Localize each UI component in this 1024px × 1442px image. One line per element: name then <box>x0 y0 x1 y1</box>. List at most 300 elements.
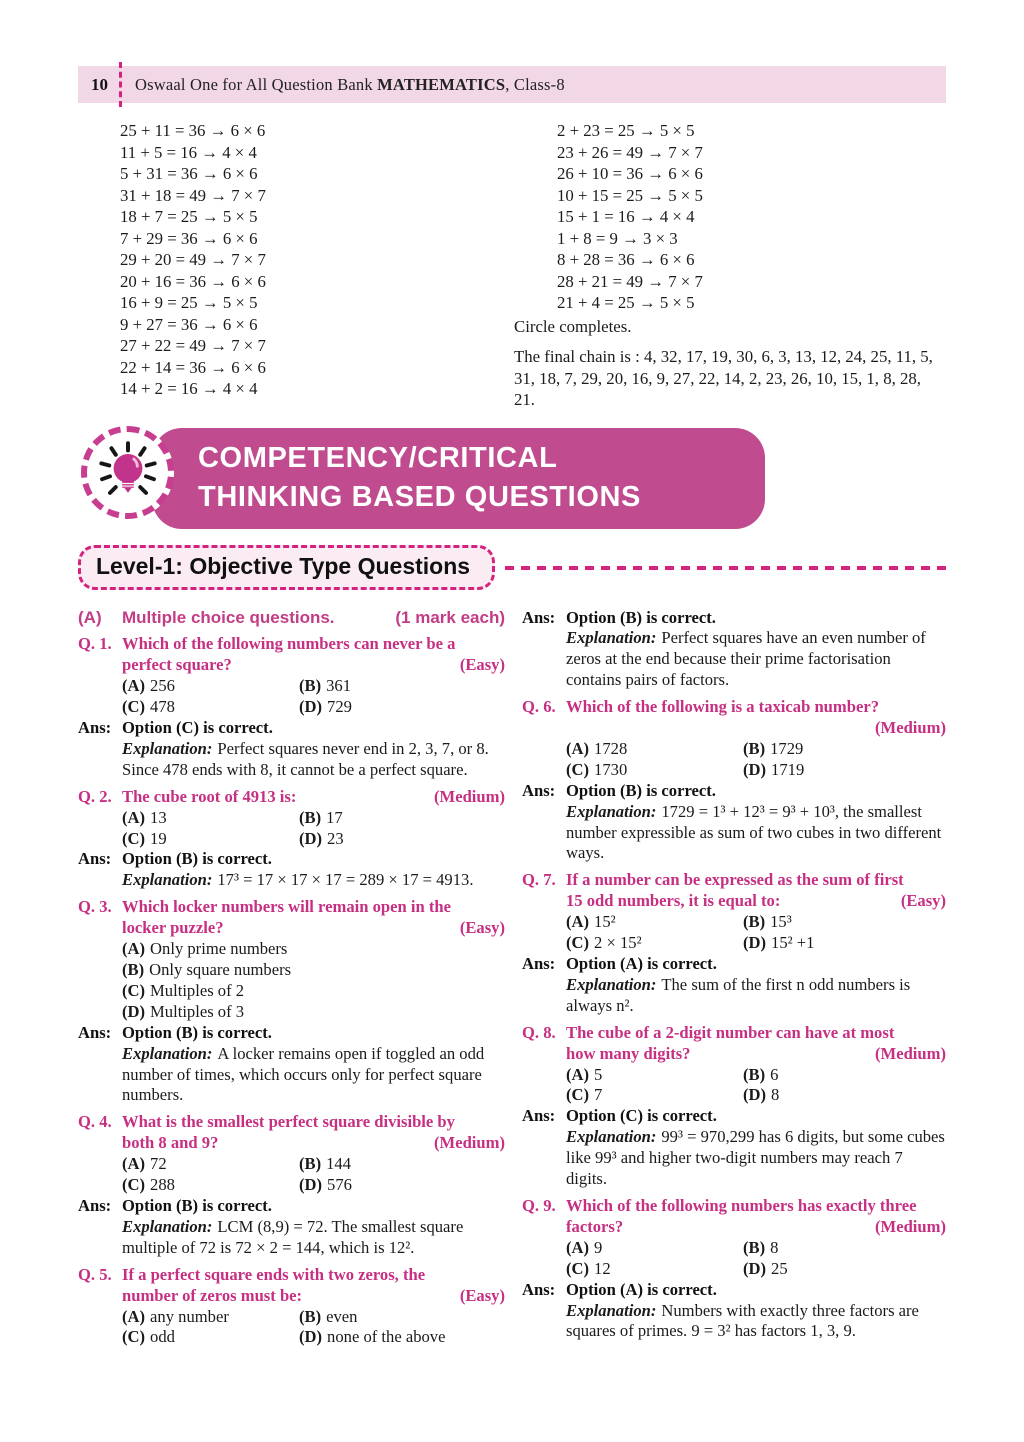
option-label: (C) <box>566 759 590 779</box>
option-item <box>122 697 299 718</box>
answer-text: Option (B) is correct. <box>566 780 716 800</box>
level-1-pill <box>78 545 495 590</box>
explanation <box>566 802 946 865</box>
option-label: (A) <box>122 939 146 959</box>
question-block <box>522 1023 946 1190</box>
equation-list-left <box>120 120 514 400</box>
banner-title-line2: THINKING BASED QUESTIONS <box>198 480 641 513</box>
option-item <box>299 1175 505 1196</box>
question-heading-row <box>78 787 505 808</box>
question-heading <box>566 1196 946 1238</box>
option-text: 5 <box>594 1064 603 1084</box>
equation-line: 28 + 21 = 49 → 7 × 7 <box>557 271 703 291</box>
question-block <box>78 1265 505 1349</box>
equation-line: 1 + 8 = 9 → 3 × 3 <box>557 228 678 248</box>
option-text: even <box>326 1306 358 1326</box>
question-number: Q. 6. <box>522 697 556 717</box>
question-heading-text: 15 odd numbers, it is equal to: <box>566 891 781 911</box>
answer-body <box>566 954 946 1017</box>
option-text: 9 <box>594 1237 603 1257</box>
explanation <box>122 870 505 891</box>
answer-row <box>522 1106 946 1190</box>
options-list <box>122 1154 505 1196</box>
option-text: 15² +1 <box>771 933 815 953</box>
equation-line: 26 + 10 = 36 → 6 × 6 <box>557 164 703 183</box>
question-heading-text: perfect square? <box>122 655 232 675</box>
options-list <box>122 939 505 1023</box>
question-block <box>522 870 946 1016</box>
question-heading-line <box>122 634 505 655</box>
question-heading <box>122 1265 505 1307</box>
question-heading-line <box>122 897 505 918</box>
explanation-label: Explanation: <box>122 1043 213 1063</box>
question-heading-line <box>122 918 505 939</box>
equation-line: 23 + 26 = 49 → 7 × 7 <box>557 142 703 162</box>
option-text: 361 <box>326 676 352 696</box>
option-item <box>299 829 505 850</box>
question-number: Q. 8. <box>522 1022 556 1042</box>
equation-line: 25 + 11 = 36 → 6 × 6 <box>120 121 266 140</box>
equation-line: 16 + 9 = 25 → 5 × 5 <box>120 293 258 312</box>
question-number: Q. 1. <box>78 634 112 654</box>
option-item <box>122 1175 299 1196</box>
difficulty-tag: (Medium) <box>875 1043 946 1063</box>
competency-banner <box>78 428 946 529</box>
answer-body <box>566 1106 946 1190</box>
option-item <box>122 1327 299 1348</box>
option-item <box>743 1065 946 1086</box>
book-title-suffix: , Class-8 <box>505 74 565 94</box>
answer-row <box>78 1023 505 1107</box>
question-heading-text: number of zeros must be: <box>122 1285 303 1305</box>
explanation-label: Explanation: <box>122 870 213 890</box>
question-heading-row <box>78 1112 505 1154</box>
option-item <box>299 1154 505 1175</box>
option-item <box>122 1154 299 1175</box>
answer-row <box>522 608 946 692</box>
section-heading <box>78 608 505 629</box>
question-block <box>522 608 946 692</box>
equation-line: 18 + 7 = 25 → 5 × 5 <box>120 207 258 226</box>
options-list <box>566 739 946 781</box>
question-heading-line <box>566 1217 946 1238</box>
answer-row <box>78 849 505 891</box>
answer-label: Ans: <box>522 1106 556 1126</box>
answer-text: Option (C) is correct. <box>122 718 273 738</box>
question-number: Q. 5. <box>78 1264 112 1284</box>
answer-text: Option (A) is correct. <box>566 1279 717 1299</box>
difficulty-tag: (Easy) <box>459 655 505 675</box>
level-title: : Objective Type Questions <box>175 553 471 579</box>
question-number: Q. 7. <box>522 870 556 890</box>
question-heading-text: What is the smallest perfect square divisible by <box>122 1112 455 1132</box>
option-label: (A) <box>122 1306 146 1326</box>
option-label: (B) <box>743 912 766 932</box>
option-text: 15² <box>594 912 616 932</box>
question-heading-line <box>566 1196 946 1217</box>
option-text: 25 <box>771 1258 788 1278</box>
option-label: (B) <box>299 1154 322 1174</box>
option-item <box>743 1238 946 1259</box>
question-block <box>522 1196 946 1342</box>
explanation-label: Explanation: <box>566 1127 657 1147</box>
answer-text: Option (B) is correct. <box>122 1195 272 1215</box>
option-label: (A) <box>122 1154 146 1174</box>
answer-label: Ans: <box>78 849 112 869</box>
solution-right-column <box>514 120 946 411</box>
option-label: (B) <box>299 807 322 827</box>
equation-line: 29 + 20 = 49 → 7 × 7 <box>120 250 266 269</box>
answer-row <box>78 718 505 781</box>
lightbulb-icon <box>81 426 174 519</box>
option-text: 729 <box>327 697 352 717</box>
option-label: (A) <box>122 676 146 696</box>
level-label: Level-1 <box>96 553 176 579</box>
option-item <box>566 1238 743 1259</box>
option-item <box>122 960 505 981</box>
question-heading <box>566 697 946 739</box>
option-text: 144 <box>326 1154 352 1174</box>
explanation <box>566 628 946 691</box>
answer-label: Ans: <box>522 780 556 800</box>
explanation-label: Explanation: <box>566 801 657 821</box>
question-heading-line <box>122 787 505 808</box>
question-heading-line <box>566 891 946 912</box>
option-item <box>122 829 299 850</box>
explanation-text: LCM (8,9) = 72. The smallest square multiple of 72 is 72 × 2 = 144, which is 12². <box>122 1216 464 1257</box>
question-heading-line <box>122 1286 505 1307</box>
option-text: 13 <box>150 807 167 827</box>
question-block <box>78 897 505 1106</box>
option-text: 478 <box>150 697 175 717</box>
equation-line: 20 + 16 = 36 → 6 × 6 <box>120 271 266 291</box>
explanation-label: Explanation: <box>566 974 657 994</box>
question-heading-text: factors? <box>566 1216 624 1236</box>
explanation-label: Explanation: <box>566 628 657 648</box>
question-heading-text: locker puzzle? <box>122 918 224 938</box>
option-text: 19 <box>150 828 167 848</box>
option-item <box>743 933 946 954</box>
difficulty-tag: (Easy) <box>900 891 946 911</box>
option-text: Multiples of 2 <box>150 980 245 1000</box>
option-label: (D) <box>743 1085 767 1105</box>
question-block <box>522 697 946 864</box>
question-heading <box>122 897 505 939</box>
answer-text: Option (C) is correct. <box>566 1106 717 1126</box>
questions-left-column <box>78 608 505 1355</box>
answer-text: Option (B) is correct. <box>122 849 272 869</box>
option-item <box>122 1002 505 1023</box>
option-label: (B) <box>743 1237 766 1257</box>
question-heading-text: Which of the following numbers has exactly three <box>566 1195 917 1215</box>
option-text: 12 <box>594 1258 611 1278</box>
options-list <box>122 808 505 850</box>
solution-left-column <box>78 120 514 411</box>
option-label: (D) <box>299 828 323 848</box>
question-block <box>78 634 505 780</box>
difficulty-tag: (Medium) <box>875 1216 946 1236</box>
option-item <box>566 1085 743 1106</box>
question-heading-row <box>522 870 946 912</box>
option-item <box>743 912 946 933</box>
option-label: (C) <box>122 828 146 848</box>
option-label: (C) <box>566 1085 590 1105</box>
option-label: (B) <box>743 738 766 758</box>
answer-text: Option (A) is correct. <box>566 954 717 973</box>
explanation-text: A locker remains open if toggled an odd number of times, which occurs only for perfect square numbers. <box>122 1043 485 1105</box>
question-heading <box>122 634 505 676</box>
question-heading-row <box>78 634 505 676</box>
level-header-row <box>78 545 946 591</box>
page-header <box>78 66 946 103</box>
answer-row <box>522 1280 946 1343</box>
question-heading-line <box>566 870 946 891</box>
question-heading-row <box>522 697 946 739</box>
question-heading-text: If a number can be expressed as the sum of first <box>566 870 904 890</box>
question-heading <box>122 787 505 808</box>
book-title-subject: MATHEMATICS <box>377 74 506 94</box>
option-item <box>566 739 743 760</box>
question-heading-line <box>122 1265 505 1286</box>
option-item <box>122 939 505 960</box>
option-text: 256 <box>150 676 175 696</box>
explanation-label: Explanation: <box>122 738 213 758</box>
question-heading-line <box>566 1023 946 1044</box>
option-text: 6 <box>770 1064 779 1084</box>
equation-line: 7 + 29 = 36 → 6 × 6 <box>120 228 258 248</box>
explanation-text: Numbers with exactly three factors are squares of primes. 9 = 3² has factors 1, 3, 9. <box>566 1300 919 1341</box>
equation-line: 22 + 14 = 36 → 6 × 6 <box>120 357 266 377</box>
question-heading-row <box>522 1023 946 1065</box>
option-label: (A) <box>566 1237 590 1257</box>
option-label: (A) <box>566 1064 590 1084</box>
equation-line: 15 + 1 = 16 → 4 × 4 <box>557 207 695 226</box>
option-text: any number <box>150 1306 229 1326</box>
equation-line: 2 + 23 = 25 → 5 × 5 <box>557 121 695 140</box>
option-text: 1730 <box>594 759 628 779</box>
question-heading-text: how many digits? <box>566 1043 691 1063</box>
option-label: (B) <box>299 1306 322 1326</box>
explanation <box>566 1127 946 1190</box>
answer-body <box>566 1280 946 1343</box>
question-heading <box>122 1112 505 1154</box>
equation-line: 11 + 5 = 16 → 4 × 4 <box>120 142 257 162</box>
explanation-label: Explanation: <box>122 1216 213 1236</box>
answer-label: Ans: <box>78 1195 112 1215</box>
option-text: odd <box>150 1327 175 1347</box>
question-heading <box>566 1023 946 1065</box>
answer-row <box>522 781 946 865</box>
question-heading-text: The cube of a 2-digit number can have at most <box>566 1022 895 1042</box>
answer-body <box>566 781 946 865</box>
explanation <box>122 739 505 781</box>
explanation-text: 1729 = 1³ + 12³ = 9³ + 10³, the smallest number expressible as sum of two cubes in two different ways. <box>566 801 942 863</box>
equation-line: 9 + 27 = 36 → 6 × 6 <box>120 314 258 334</box>
final-chain-paragraph: The final chain is : 4, 32, 17, 19, 30, 6, 3, 13, 12, 24, 25, 11, 5, 31, 18, 7, 29, 20, 16, 9, 27, 22, 14, 2, 23, 26, 10, 15, 1, 8, 28, 21. <box>514 347 933 409</box>
explanation-text: Perfect squares have an even number of zeros at the end because their prime factorisation contains pairs of factors. <box>566 628 926 690</box>
section-title: Multiple choice questions. <box>122 607 335 627</box>
page <box>78 66 946 1354</box>
question-block <box>78 1112 505 1258</box>
question-heading-line <box>566 718 946 739</box>
difficulty-tag: (Easy) <box>459 1285 505 1305</box>
option-item <box>299 808 505 829</box>
equation-line: 21 + 4 = 25 → 5 × 5 <box>557 293 695 312</box>
question-number: Q. 4. <box>78 1112 112 1132</box>
section-marks: (1 mark each) <box>395 607 505 627</box>
banner-title <box>198 439 641 517</box>
option-item <box>122 676 299 697</box>
question-heading-line <box>566 697 946 718</box>
explanation <box>122 1217 505 1259</box>
option-label: (D) <box>299 1175 323 1195</box>
option-label: (D) <box>743 933 767 953</box>
answer-body <box>122 1023 505 1107</box>
difficulty-tag: (Easy) <box>459 918 505 938</box>
question-heading-row <box>78 897 505 939</box>
option-text: 1719 <box>771 759 805 779</box>
question-number: Q. 3. <box>78 897 112 917</box>
questions-area <box>78 608 946 1355</box>
option-item <box>743 1259 946 1280</box>
question-block <box>78 787 505 892</box>
section-label: (A) <box>78 607 102 627</box>
question-list-left <box>78 634 505 1348</box>
answer-row <box>522 954 946 1017</box>
question-heading-text: Which of the following numbers can never be a <box>122 634 456 654</box>
option-text: 1729 <box>770 738 804 758</box>
option-item <box>299 1327 505 1348</box>
explanation-text: 99³ = 970,299 has 6 digits, but some cubes like 99³ and higher two-digit numbers may reach 7 digits. <box>566 1127 945 1189</box>
option-label: (C) <box>122 1327 146 1347</box>
question-heading-line <box>566 1044 946 1065</box>
answer-label: Ans: <box>522 1279 556 1299</box>
question-heading-row <box>522 1196 946 1238</box>
difficulty-tag: (Medium) <box>434 786 505 806</box>
equation-line: 10 + 15 = 25 → 5 × 5 <box>557 185 703 205</box>
equation-line: 5 + 31 = 36 → 6 × 6 <box>120 164 258 183</box>
answer-text: Option (B) is correct. <box>566 607 716 627</box>
option-label: (A) <box>566 738 590 758</box>
answer-body <box>122 1196 505 1259</box>
option-item <box>566 760 743 781</box>
question-heading-row <box>78 1265 505 1307</box>
answer-label: Ans: <box>78 718 112 738</box>
answer-body <box>122 849 505 891</box>
question-heading <box>566 870 946 912</box>
options-list <box>122 676 505 718</box>
option-item <box>566 1259 743 1280</box>
lightbulb-icon-graphic <box>92 436 164 508</box>
book-title <box>122 75 565 95</box>
equation-line: 31 + 18 = 49 → 7 × 7 <box>120 185 266 205</box>
explanation-text: The sum of the first n odd numbers is always n². <box>566 974 911 1015</box>
answer-text: Option (B) is correct. <box>122 1022 272 1042</box>
question-heading-text: Which of the following is a taxicab number? <box>566 697 879 717</box>
option-item <box>743 760 946 781</box>
questions-right-column <box>522 608 946 1355</box>
option-item <box>122 1307 299 1328</box>
option-item <box>299 676 505 697</box>
options-list <box>566 1238 946 1280</box>
question-heading-text: If a perfect square ends with two zeros, the <box>122 1264 426 1284</box>
circle-completes-note: Circle completes. <box>514 316 632 336</box>
explanation-text: Perfect squares never end in 2, 3, 7, or 8. Since 478 ends with 8, it cannot be a perfect square. <box>122 738 489 779</box>
answer-row <box>78 1196 505 1259</box>
option-item <box>743 739 946 760</box>
option-label: (C) <box>566 1258 590 1278</box>
option-item <box>122 808 299 829</box>
equation-line: 8 + 28 = 36 → 6 × 6 <box>557 250 695 269</box>
option-item <box>566 912 743 933</box>
question-heading-line <box>122 655 505 676</box>
option-text: Only prime numbers <box>150 939 288 959</box>
option-label: (B) <box>743 1064 766 1084</box>
answer-body <box>122 718 505 781</box>
answer-body <box>566 608 946 692</box>
question-number: Q. 2. <box>78 786 112 806</box>
option-label: (D) <box>299 1327 323 1347</box>
option-label: (D) <box>743 759 767 779</box>
option-label: (D) <box>743 1258 767 1278</box>
option-label: (C) <box>122 1175 146 1195</box>
explanation <box>122 1044 505 1107</box>
options-list <box>122 1307 505 1349</box>
equation-line: 27 + 22 = 49 → 7 × 7 <box>120 336 266 355</box>
answer-label: Ans: <box>78 1022 112 1042</box>
option-text: 15³ <box>770 912 792 932</box>
option-label: (A) <box>566 912 590 932</box>
question-heading-line <box>122 1112 505 1133</box>
dashed-rule <box>505 566 946 570</box>
option-text: 17 <box>326 807 343 827</box>
option-text: 576 <box>327 1175 352 1195</box>
question-heading-text: both 8 and 9? <box>122 1133 219 1153</box>
option-item <box>122 981 505 1002</box>
explanation-label: Explanation: <box>566 1300 657 1320</box>
option-text: 7 <box>594 1085 603 1105</box>
question-heading-text: The cube root of 4913 is: <box>122 786 297 806</box>
answer-label: Ans: <box>522 607 556 627</box>
option-item <box>743 1085 946 1106</box>
option-text: 1728 <box>594 738 628 758</box>
option-label: (B) <box>122 960 145 979</box>
option-label: (C) <box>122 980 146 1000</box>
explanation <box>566 975 946 1017</box>
equation-line: 14 + 2 = 16 → 4 × 4 <box>120 379 258 398</box>
option-text: 23 <box>327 828 344 848</box>
options-list <box>566 1065 946 1107</box>
option-text: 2 × 15² <box>594 933 642 953</box>
answer-label: Ans: <box>522 954 556 973</box>
page-number: 10 <box>91 74 108 94</box>
explanation <box>566 1301 946 1343</box>
option-label: (C) <box>566 933 590 953</box>
equation-list-right <box>514 120 946 314</box>
option-label: (A) <box>122 807 146 827</box>
option-item <box>566 1065 743 1086</box>
option-item <box>299 697 505 718</box>
question-heading-text: Which locker numbers will remain open in the <box>122 897 451 917</box>
option-text: Only square numbers <box>149 960 292 979</box>
option-text: Multiples of 3 <box>150 1001 245 1021</box>
explanation-text: 17³ = 17 × 17 × 17 = 289 × 17 = 4913. <box>217 870 474 890</box>
solution-equations <box>78 120 946 411</box>
option-label: (B) <box>299 676 322 696</box>
option-label: (C) <box>122 697 146 717</box>
option-item <box>299 1307 505 1328</box>
banner-title-line1: COMPETENCY/CRITICAL <box>198 441 558 474</box>
